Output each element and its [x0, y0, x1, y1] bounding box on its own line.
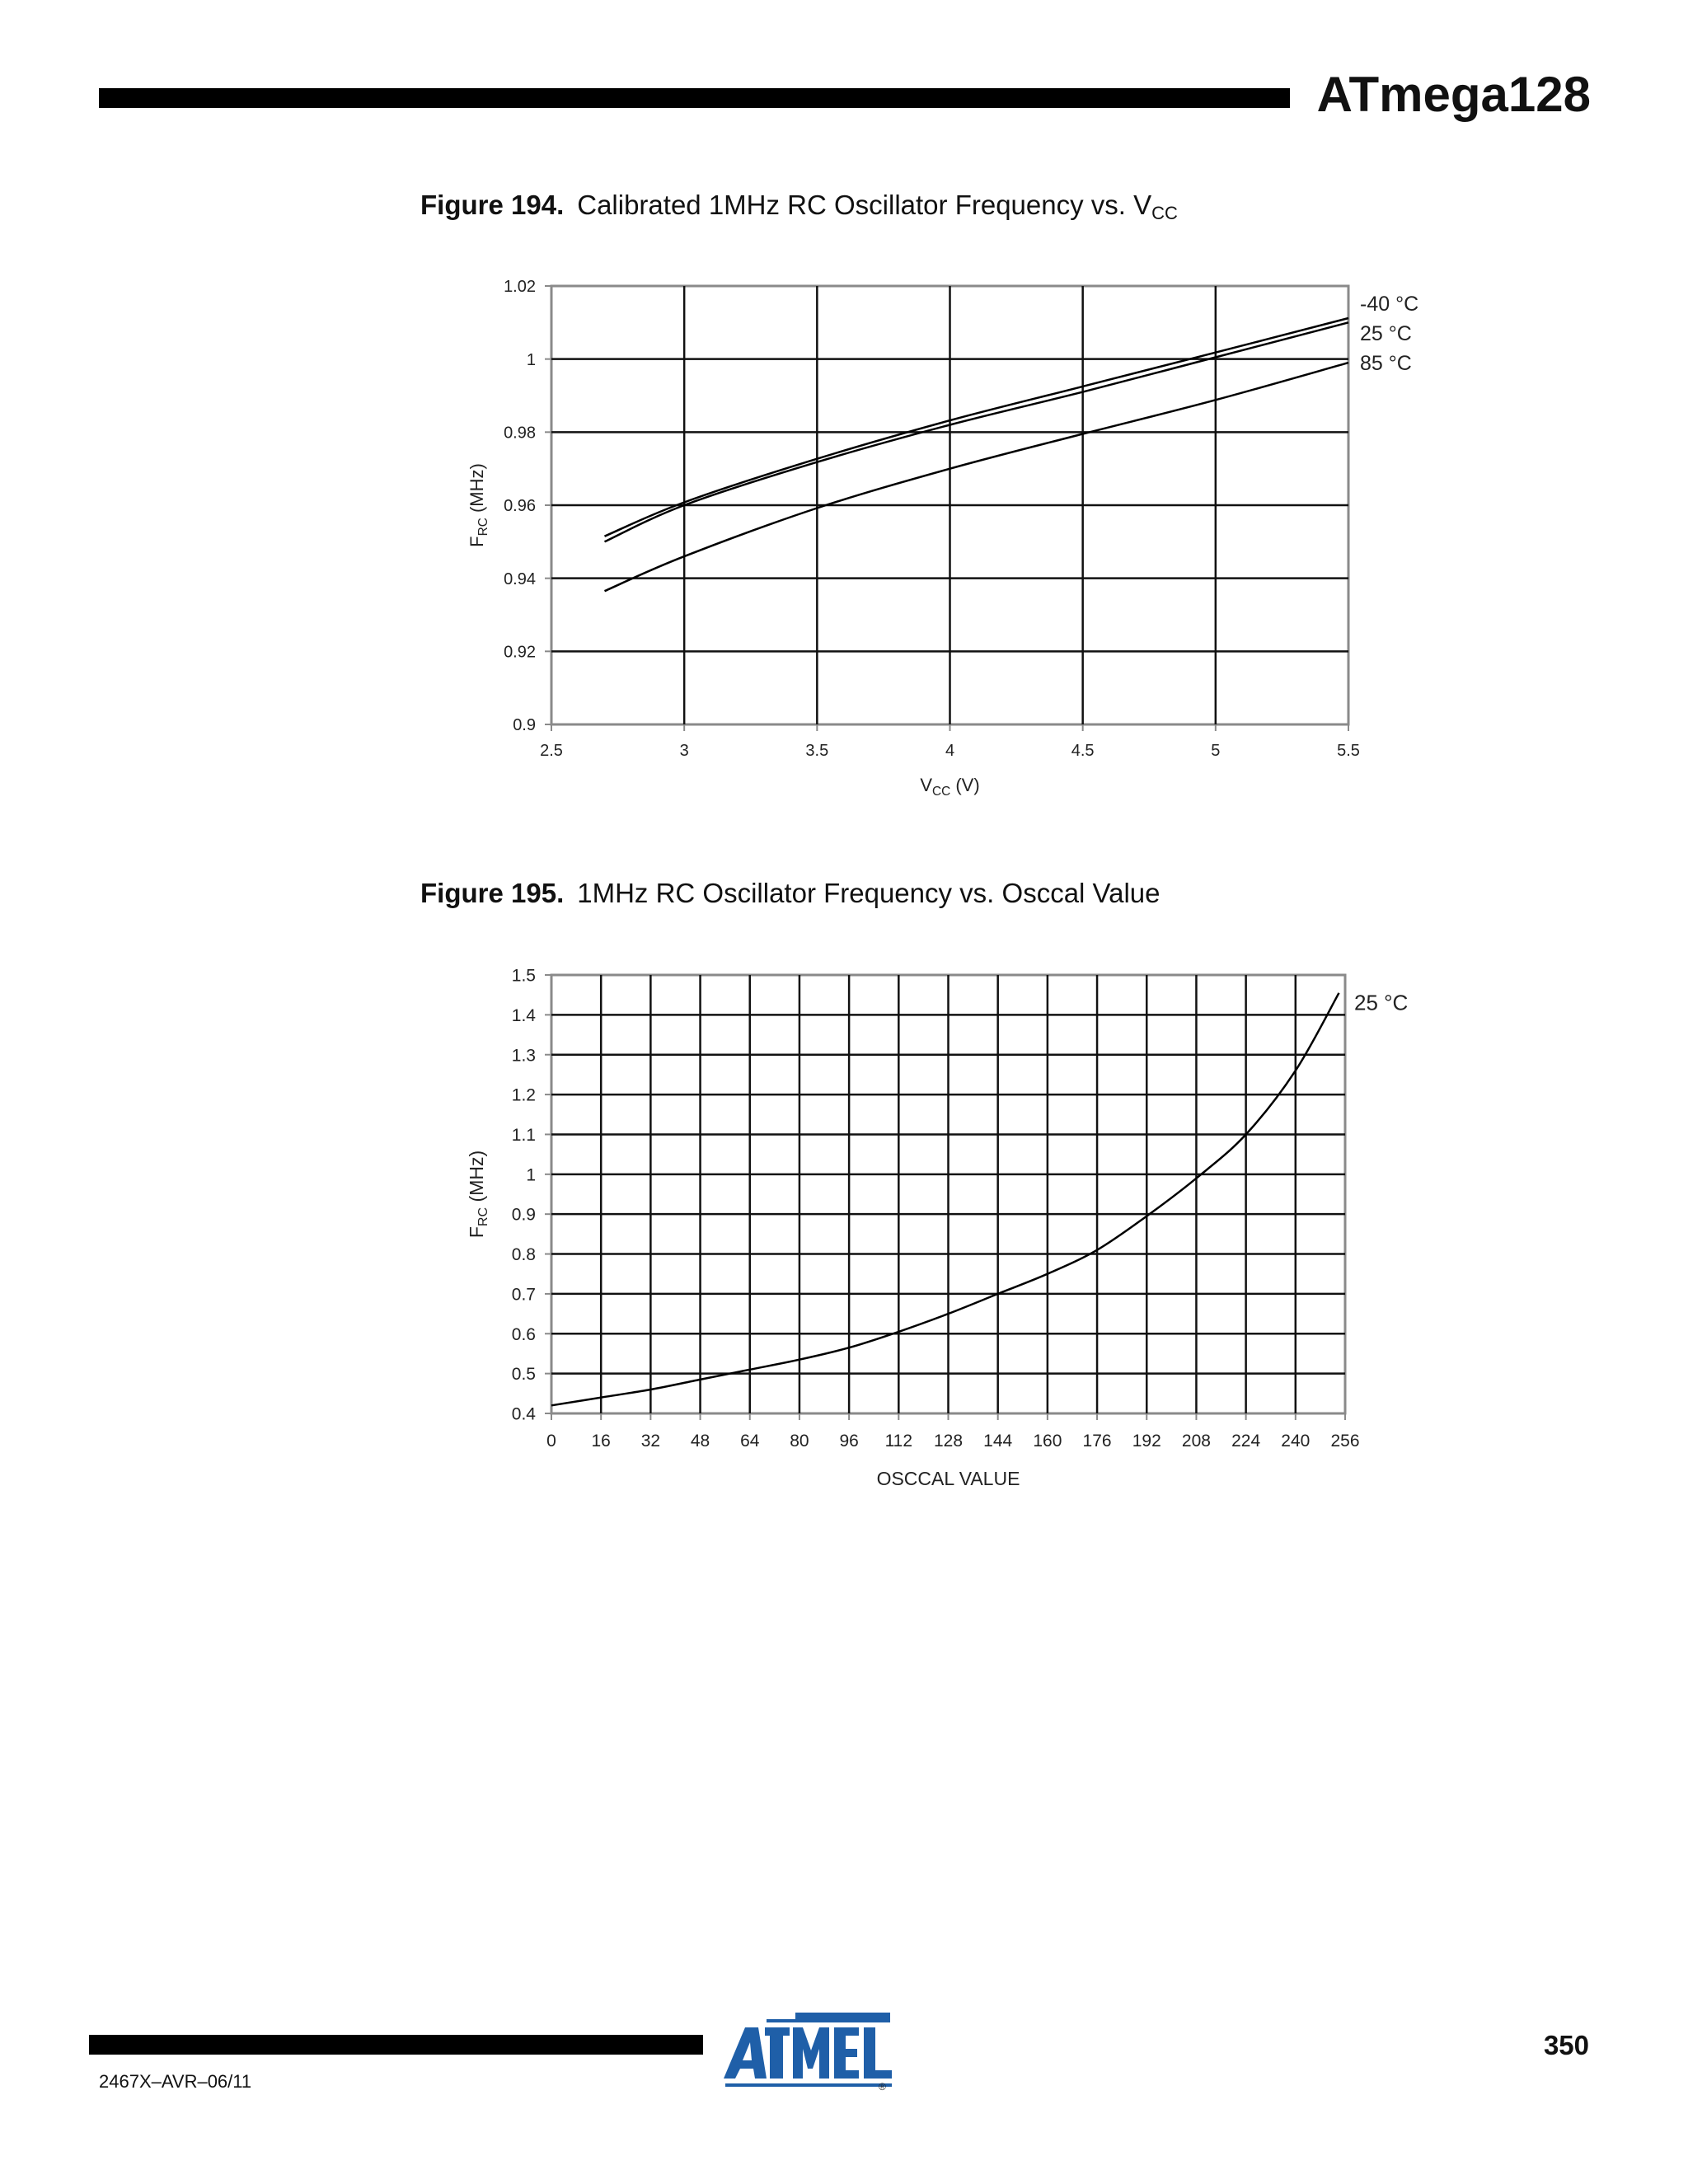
x-tick-label: 2.5 — [540, 742, 563, 760]
y-axis-label-rest: (MHz) — [466, 1150, 487, 1207]
figure-194-title: Calibrated 1MHz RC Oscillator Frequency vs. V — [577, 190, 1152, 220]
y-tick-label: 1.02 — [504, 278, 536, 297]
x-tick-label: 3.5 — [805, 742, 829, 760]
legend-entry: 85 °C — [1360, 352, 1412, 375]
x-tick-label: 5.5 — [1337, 742, 1360, 760]
x-tick-label: 0 — [546, 1432, 556, 1451]
document-code: 2467X–AVR–06/11 — [99, 2071, 252, 2092]
x-tick-label: 64 — [740, 1432, 760, 1451]
y-tick-label: 0.7 — [511, 1285, 536, 1305]
y-tick-label: 0.96 — [504, 497, 536, 516]
page-number: 350 — [1543, 2030, 1589, 2060]
figure-195-number: Figure 195. — [420, 878, 565, 908]
registered-mark: ® — [879, 2081, 886, 2093]
y-axis-label-main: F — [466, 1226, 487, 1239]
document-title: ATmega128 — [1316, 67, 1591, 122]
y-tick-label: 1.3 — [511, 1046, 536, 1066]
x-tick-label: 256 — [1330, 1432, 1360, 1451]
x-tick-label: 3 — [679, 742, 689, 760]
footer-rule — [89, 2035, 703, 2055]
y-axis-label-sub: RC — [476, 1207, 490, 1227]
x-tick-label: 32 — [640, 1432, 661, 1451]
y-tick-label: 0.8 — [511, 1245, 536, 1265]
x-tick-label: 128 — [933, 1432, 964, 1451]
legend-entry: -40 °C — [1360, 293, 1419, 316]
x-axis-label-main: V — [920, 775, 932, 795]
figure-195-title: 1MHz RC Oscillator Frequency vs. Osccal Value — [577, 878, 1160, 908]
y-tick-label: 1.5 — [511, 966, 536, 986]
x-tick-label: 176 — [1082, 1432, 1112, 1451]
x-tick-label: 96 — [839, 1432, 859, 1451]
y-tick-label: 0.9 — [513, 716, 536, 735]
x-tick-label: 48 — [690, 1432, 710, 1451]
y-tick-label: 1 — [526, 350, 536, 369]
y-tick-label: 0.9 — [511, 1205, 536, 1225]
x-axis-label-main: OSCCAL VALUE — [876, 1468, 1020, 1489]
x-tick-label: 4 — [945, 742, 955, 760]
y-axis-label-sub: RC — [476, 518, 490, 537]
y-axis-label-main: F — [467, 536, 487, 547]
y-axis-label — [466, 1151, 490, 1238]
y-tick-label: 0.98 — [504, 424, 536, 443]
y-tick-label: 0.94 — [504, 569, 536, 588]
x-tick-label: 192 — [1132, 1432, 1161, 1451]
x-tick-label: 240 — [1281, 1432, 1311, 1451]
y-tick-label: 0.5 — [511, 1365, 536, 1385]
y-tick-label: 1.4 — [511, 1005, 536, 1025]
x-tick-label: 4.5 — [1071, 742, 1095, 760]
figure-194-number: Figure 194. — [420, 190, 565, 220]
atmel-logo — [717, 2003, 898, 2093]
x-tick-label: 16 — [591, 1432, 611, 1451]
x-axis-label-rest: (V) — [950, 775, 980, 795]
x-tick-label: 112 — [884, 1432, 913, 1451]
x-tick-label: 5 — [1211, 742, 1221, 760]
y-tick-label: 1.1 — [511, 1126, 536, 1146]
y-tick-label: 1 — [526, 1165, 536, 1185]
figure-194-title-sub: CC — [1151, 203, 1178, 223]
y-tick-label: 0.6 — [511, 1324, 536, 1344]
x-axis-label-sub: CC — [932, 785, 951, 799]
x-tick-label: 208 — [1181, 1432, 1211, 1451]
y-tick-label: 1.2 — [511, 1085, 536, 1105]
y-axis-label-rest: (MHz) — [467, 463, 487, 518]
legend-entry: 25 °C — [1354, 990, 1409, 1015]
x-tick-label: 80 — [790, 1432, 809, 1451]
x-tick-label: 144 — [983, 1432, 1013, 1451]
y-tick-label: 0.92 — [504, 643, 536, 662]
x-tick-label: 224 — [1231, 1432, 1261, 1451]
x-tick-label: 160 — [1033, 1432, 1062, 1451]
y-tick-label: 0.4 — [511, 1404, 536, 1424]
x-axis-label — [877, 1468, 1020, 1489]
legend-entry: 25 °C — [1360, 322, 1412, 345]
